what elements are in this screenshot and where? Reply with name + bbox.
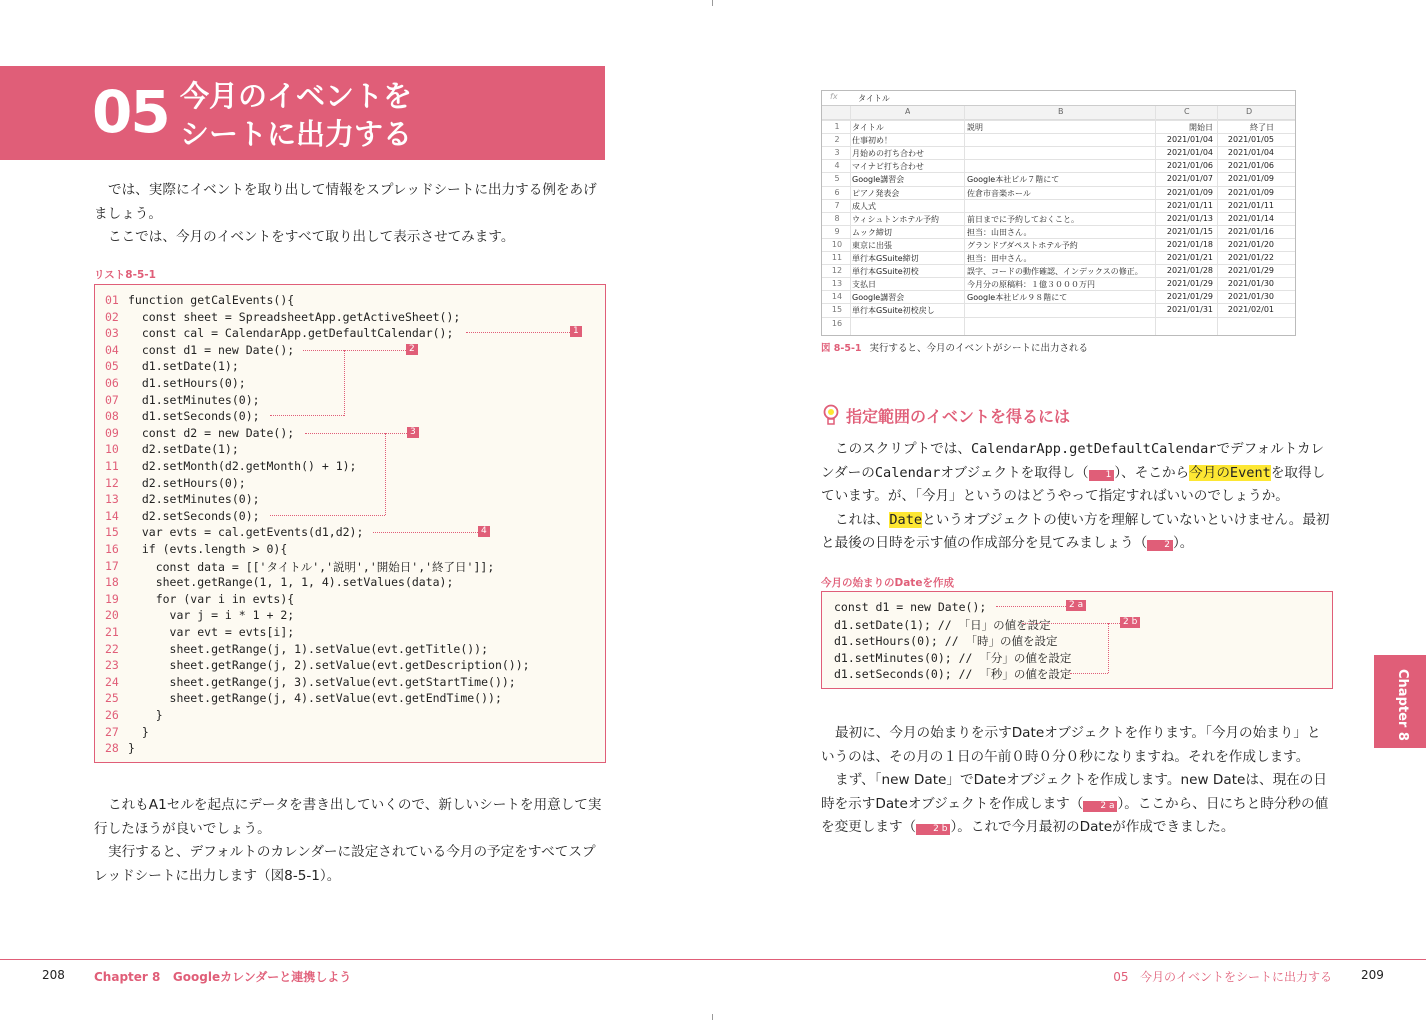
code-line <box>95 675 595 692</box>
sheet-cell-a: 仕事初め！ <box>852 136 892 146</box>
marker-4: 4 <box>478 526 490 537</box>
code-line <box>95 393 595 410</box>
line-number: 28 <box>105 741 119 756</box>
sheet-row <box>822 225 1295 239</box>
chapter-side-tab <box>1374 655 1426 748</box>
sheet-cell-a: 月始めの打ち合わせ <box>852 149 924 159</box>
formula-bar <box>822 91 1295 106</box>
sheet-row <box>822 303 1295 317</box>
sheet-cell-d: 2021/01/14 <box>1227 213 1274 223</box>
sheet-row <box>822 317 1295 331</box>
code-line <box>95 326 595 343</box>
sheet-cell-a: ウィシュトンホテル予約 <box>852 214 939 224</box>
sheet-cell-r: 15 <box>831 305 843 315</box>
code-listing <box>94 284 606 763</box>
sheet-row <box>822 264 1295 278</box>
sheet-cell-c: 2021/01/11 <box>1166 200 1213 210</box>
sheet-cell-c: 2021/01/07 <box>1166 174 1213 184</box>
crop-mark <box>712 1014 713 1020</box>
crop-mark <box>712 0 713 6</box>
date-code-line: d1.setDate(1); // 「日」の値を設定 <box>834 617 1051 632</box>
sheet-cell-r: 4 <box>834 161 840 171</box>
sheet-cell-a: 東京に出張 <box>852 240 892 250</box>
column-headers <box>822 106 1295 120</box>
sheet-cell-a: ピアノ発表会 <box>852 188 900 198</box>
section-title-line1: 今月のイベントを <box>180 79 413 113</box>
sheet-cell-a: Google講習会 <box>852 293 905 303</box>
inline-marker-1: 1 <box>1089 470 1115 481</box>
line-number: 17 <box>105 558 119 573</box>
code-line <box>95 741 595 758</box>
code-text: sheet.getRange(j, 3).setValue(evt.getStartTime()); <box>128 674 516 689</box>
sheet-cell-d: 2021/01/22 <box>1227 253 1274 262</box>
code-line <box>95 592 595 609</box>
code-line <box>95 642 595 659</box>
code-text: } <box>128 708 163 722</box>
line-number: 09 <box>105 425 119 440</box>
sheet-cell-c: 2021/01/04 <box>1166 148 1213 158</box>
sheet-cell-a: 単行本GSuite初校戻し <box>852 306 935 316</box>
sheet-cell-r: 2 <box>834 135 840 145</box>
sheet-cell-r: 1 <box>834 122 840 131</box>
after-paragraph-1: これもA1セルを起点にデータを書き出していくので、新しいシートを用意して実行したほうが良いでしょう。 <box>94 797 602 837</box>
code-line <box>95 376 595 393</box>
intro-text <box>94 179 606 250</box>
page-number-left: 208 <box>42 968 65 982</box>
code-line <box>95 293 595 310</box>
sheet-cell-r: 12 <box>831 266 843 276</box>
sheet-cell-r: 9 <box>834 226 840 236</box>
line-number: 26 <box>105 708 119 722</box>
code-line <box>95 310 595 327</box>
line-number: 04 <box>105 342 119 357</box>
sheet-cell-a: 成人式 <box>852 201 876 211</box>
line-number: 13 <box>105 492 119 507</box>
code-text: var evts = cal.getEvents(d1,d2); <box>128 525 364 540</box>
sheet-row <box>822 186 1295 200</box>
sheet-cell-c: 2021/01/21 <box>1166 253 1213 262</box>
sheet-cell-c: 2021/01/15 <box>1166 226 1213 236</box>
marker-2b: 2 b <box>1120 617 1140 628</box>
sheet-cell-b: 前日までに予約しておくこと。 <box>967 214 1079 224</box>
line-number: 14 <box>105 508 119 523</box>
line-number: 05 <box>105 359 119 374</box>
sheet-row <box>822 290 1295 304</box>
tip-text <box>821 438 1333 556</box>
line-number: 18 <box>105 575 119 590</box>
sheet-cell-d: 2021/01/16 <box>1227 226 1274 236</box>
sheet-cell-r: 10 <box>831 239 843 249</box>
code-text: d2.setMonth(d2.getMonth() + 1); <box>128 459 357 473</box>
figure-caption-text: 実行すると、今月のイベントがシートに出力される <box>869 343 1089 354</box>
code-text: } <box>128 724 149 739</box>
sheet-cell-r: 11 <box>831 253 843 262</box>
line-number: 07 <box>105 392 119 407</box>
sheet-cell-d: 2021/01/09 <box>1227 174 1274 184</box>
sheet-cell-c: 2021/01/29 <box>1166 292 1213 302</box>
code-line <box>95 509 595 526</box>
section-title-line2: シートに出力する <box>180 117 413 151</box>
sheet-cell-a: マイナビ打ち合わせ <box>852 162 924 172</box>
chapter-side-tab-label: Chapter 8 <box>1395 669 1410 741</box>
sheet-cell-b: Google本社ビル７階にて <box>967 175 1060 185</box>
figure-caption <box>821 340 1088 354</box>
after-paragraph-2: 実行すると、デフォルトのカレンダーに設定されている今月の予定をすべてスプレッドシートに出力します（図8-5-1）。 <box>94 844 596 884</box>
code-line <box>95 625 595 642</box>
inline-marker-2b: 2 b <box>916 824 950 835</box>
code-line <box>95 559 595 576</box>
code-text: d1.setDate(1); <box>128 359 239 374</box>
sheet-cell-r: 16 <box>831 318 843 328</box>
code-line <box>95 725 595 742</box>
sheet-cell-d: 2021/01/04 <box>1227 148 1274 158</box>
code-line <box>95 525 595 542</box>
sheet-cell-r: 14 <box>831 292 843 302</box>
sheet-cell-b: 説明 <box>967 123 983 132</box>
sheet-cell-c: 2021/01/13 <box>1166 213 1213 223</box>
line-number: 20 <box>105 608 119 623</box>
line-number: 19 <box>105 591 119 606</box>
line-number: 25 <box>105 691 119 706</box>
sheet-row <box>822 159 1295 173</box>
after-text <box>94 794 606 888</box>
code-text: const data = [['タイトル','説明','開始日','終了日']]; <box>128 559 495 574</box>
code-line <box>95 442 595 459</box>
sheet-row <box>822 120 1295 134</box>
sheet-cell-r: 5 <box>834 174 840 184</box>
line-number: 23 <box>105 658 119 673</box>
code-text: } <box>128 741 135 756</box>
sheet-cell-d: 2021/01/11 <box>1227 200 1274 210</box>
line-number: 24 <box>105 674 119 689</box>
code-text: d2.setDate(1); <box>128 442 239 457</box>
explanation-paragraph-2: まず、「new Date」でDateオブジェクトを作成します。new Dateは、現在の日時を示すDateオブジェクトを作成します（ 2 a ）。ここから、日にちと時分秒の値を変更します（ 2 b ）。これで今月最初のDateが作成できました。 <box>821 772 1329 835</box>
page-number-right: 209 <box>1361 968 1384 982</box>
sheet-cell-c: 2021/01/18 <box>1166 239 1213 249</box>
col-header-b: B <box>1058 107 1064 116</box>
footer-section: 05 今月のイベントをシートに出力する <box>1113 970 1332 984</box>
sheet-row <box>822 146 1295 160</box>
sheet-cell-d: 2021/01/30 <box>1227 279 1274 289</box>
explanation-paragraph-1: 最初に、今月の始まりを示すDateオブジェクトを作ります。「今月の始まり」というのは、その月の１日の午前０時０分０秒になりますね。それを作成します。 <box>821 725 1321 765</box>
line-number: 03 <box>105 326 119 341</box>
explanation-text <box>821 722 1333 840</box>
code-text: const cal = CalendarApp.getDefaultCalendar(); <box>128 326 454 341</box>
code-text: d1.setMinutes(0); <box>128 392 260 407</box>
sheet-row <box>822 212 1295 226</box>
code-text: sheet.getRange(j, 2).setValue(evt.getDescription()); <box>128 658 530 673</box>
sheet-cell-b: 担当：山田さん。 <box>967 227 1032 237</box>
section-title <box>180 77 412 153</box>
footer-chapter: Chapter 8 Googleカレンダーと連携しよう <box>94 970 352 984</box>
line-number: 12 <box>105 475 119 490</box>
code-line <box>95 409 595 426</box>
code-text: sheet.getRange(1, 1, 1, 4).setValues(data); <box>128 575 454 590</box>
sheet-cell-b: 誤字、コードの動作確認、インデックスの修正。 <box>967 267 1143 277</box>
sheet-cell-b: 今月分の原稿料：１億３０００万円 <box>967 280 1095 290</box>
sheet-cell-r: 7 <box>834 200 840 210</box>
code-line <box>95 708 595 725</box>
code-line <box>95 575 595 592</box>
tip-paragraph-2: これは、Dateというオブジェクトの使い方を理解していないといけません。最初と最後の日時を示す値の作成部分を見てみましょう（ 2 ）。 <box>821 511 1330 551</box>
code-line <box>95 459 595 476</box>
line-number: 06 <box>105 376 119 390</box>
sheet-cell-d: 2021/01/30 <box>1227 292 1274 302</box>
sheet-cell-b: Google本社ビル９８階にて <box>967 293 1068 303</box>
date-code-line: d1.setSeconds(0); // 「秒」の値を設定 <box>834 667 1072 681</box>
sheet-cell-d: 2021/02/01 <box>1227 305 1274 315</box>
code-line <box>95 426 595 443</box>
sheet-cell-r: 13 <box>831 279 843 289</box>
sheet-cell-b: 佐倉市音楽ホール <box>967 188 1031 198</box>
col-header-a: A <box>905 107 911 116</box>
code-line <box>95 359 595 376</box>
tip-title: 指定範囲のイベントを得るには <box>846 407 1071 426</box>
sheet-cell-r: 8 <box>834 213 840 223</box>
sheet-cell-d: 2021/01/29 <box>1227 266 1274 276</box>
lightbulb-icon <box>821 402 845 428</box>
line-number: 08 <box>105 409 119 424</box>
code-text: var evt = evts[i]; <box>128 625 295 639</box>
sheet-cell-c: 2021/01/04 <box>1166 135 1213 145</box>
sheet-cell-a: Google講習会 <box>852 175 905 185</box>
code-text: d1.setSeconds(0); <box>128 409 260 424</box>
sheet-cell-c: 2021/01/28 <box>1166 266 1213 276</box>
intro-paragraph-2: ここでは、今月のイベントをすべて取り出して表示させてみます。 <box>108 229 515 245</box>
marker-1: 1 <box>570 326 582 337</box>
line-number: 02 <box>105 309 119 324</box>
code-line <box>95 658 595 675</box>
sheet-cell-b: 担当：田中さん。 <box>967 254 1032 263</box>
sheet-cell-c: 2021/01/09 <box>1166 187 1213 197</box>
code-text: d2.setMinutes(0); <box>128 492 260 507</box>
line-number: 22 <box>105 641 119 656</box>
sheet-cell-d: 2021/01/06 <box>1227 161 1274 171</box>
footer-rule <box>0 959 1426 960</box>
date-code-line: const d1 = new Date(); <box>834 600 987 614</box>
sheet-cell-c: 2021/01/31 <box>1166 305 1213 315</box>
line-number: 16 <box>105 542 119 556</box>
sheet-cell-b: グランドブダペストホテル予約 <box>967 240 1078 250</box>
sheet-cell-c: 2021/01/29 <box>1166 279 1213 289</box>
sheet-cell-a: 支払日 <box>852 280 876 290</box>
sheet-row <box>822 277 1295 291</box>
code-text: if (evts.length > 0){ <box>128 542 288 556</box>
code-text: d2.setHours(0); <box>128 475 246 490</box>
sheet-cell-a: 単行本GSuite締切 <box>852 254 919 263</box>
code-text: var j = i * 1 + 2; <box>128 608 295 623</box>
inline-marker-2: 2 <box>1147 540 1173 551</box>
code-text: d2.setSeconds(0); <box>128 508 260 523</box>
code-line <box>95 691 595 708</box>
code-line <box>95 343 595 360</box>
code-line <box>95 476 595 493</box>
code-text: const sheet = SpreadsheetApp.getActiveSheet(); <box>128 309 461 324</box>
sheet-cell-d: 2021/01/20 <box>1227 239 1274 249</box>
tip-paragraph-1: このスクリプトでは、CalendarApp.getDefaultCalendarでデフォルトカレンダーのCalendarオブジェクトを取得し（ 1 ）、そこから今月のEventを取得しています。が、「今月」というのはどうやって指定すればいいのでしょうか。 <box>821 441 1326 504</box>
spreadsheet-screenshot <box>821 90 1296 336</box>
intro-paragraph-1: では、実際にイベントを取り出して情報をスプレッドシートに出力する例をあげましょう。 <box>94 182 597 222</box>
line-number: 21 <box>105 625 119 639</box>
sheet-row <box>822 172 1295 186</box>
figure-number: 図 8-5-1 <box>821 343 862 354</box>
sheet-cell-c: 2021/01/06 <box>1166 161 1213 171</box>
code-line <box>95 542 595 559</box>
sheet-row <box>822 199 1295 213</box>
inline-marker-2a: 2 a <box>1083 801 1117 812</box>
list-label: リスト8-5-1 <box>94 269 156 281</box>
formula-value: タイトル <box>858 94 890 103</box>
sheet-row <box>822 133 1295 147</box>
code-text: sheet.getRange(j, 4).setValue(evt.getEndTime()); <box>128 691 502 706</box>
sheet-cell-d: 2021/01/09 <box>1227 187 1274 197</box>
line-number: 01 <box>105 293 119 307</box>
sheet-cell-c: 開始日 <box>1189 123 1213 132</box>
sheet-cell-r: 6 <box>834 187 840 197</box>
code-line <box>95 492 595 509</box>
code-text: d1.setHours(0); <box>128 376 246 390</box>
code-text: const d1 = new Date(); <box>128 342 295 357</box>
code-text: function getCalEvents(){ <box>128 293 295 307</box>
date-code-line: d1.setMinutes(0); // 「分」の値を設定 <box>834 650 1072 665</box>
section-number: 05 <box>92 78 169 146</box>
col-header-c: C <box>1184 107 1190 116</box>
sheet-cell-a: タイトル <box>852 123 884 132</box>
marker-2: 2 <box>406 344 418 355</box>
date-code-line: d1.setHours(0); // 「時」の値を設定 <box>834 634 1058 648</box>
sheet-cell-r: 3 <box>834 148 840 158</box>
marker-3: 3 <box>407 427 419 438</box>
sheet-row <box>822 238 1295 252</box>
sheet-cell-d: 終了日 <box>1250 123 1274 132</box>
line-number: 11 <box>105 459 119 473</box>
sheet-cell-d: 2021/01/05 <box>1227 135 1274 145</box>
code-line <box>95 608 595 625</box>
line-number: 10 <box>105 442 119 457</box>
code-text: for (var i in evts){ <box>128 591 295 606</box>
fx-icon: fx <box>830 92 838 101</box>
sheet-row <box>822 251 1295 265</box>
col-header-d: D <box>1246 107 1253 116</box>
line-number: 15 <box>105 525 119 540</box>
box-label: 今月の始まりのDateを作成 <box>821 577 954 589</box>
sheet-cell-a: 単行本GSuite初校 <box>852 267 919 277</box>
marker-2a: 2 a <box>1066 600 1086 611</box>
code-text: const d2 = new Date(); <box>128 425 295 440</box>
code-text: sheet.getRange(j, 1).setValue(evt.getTitle()); <box>128 641 489 656</box>
sheet-cell-a: ムック締切 <box>852 227 892 237</box>
line-number: 27 <box>105 724 119 739</box>
